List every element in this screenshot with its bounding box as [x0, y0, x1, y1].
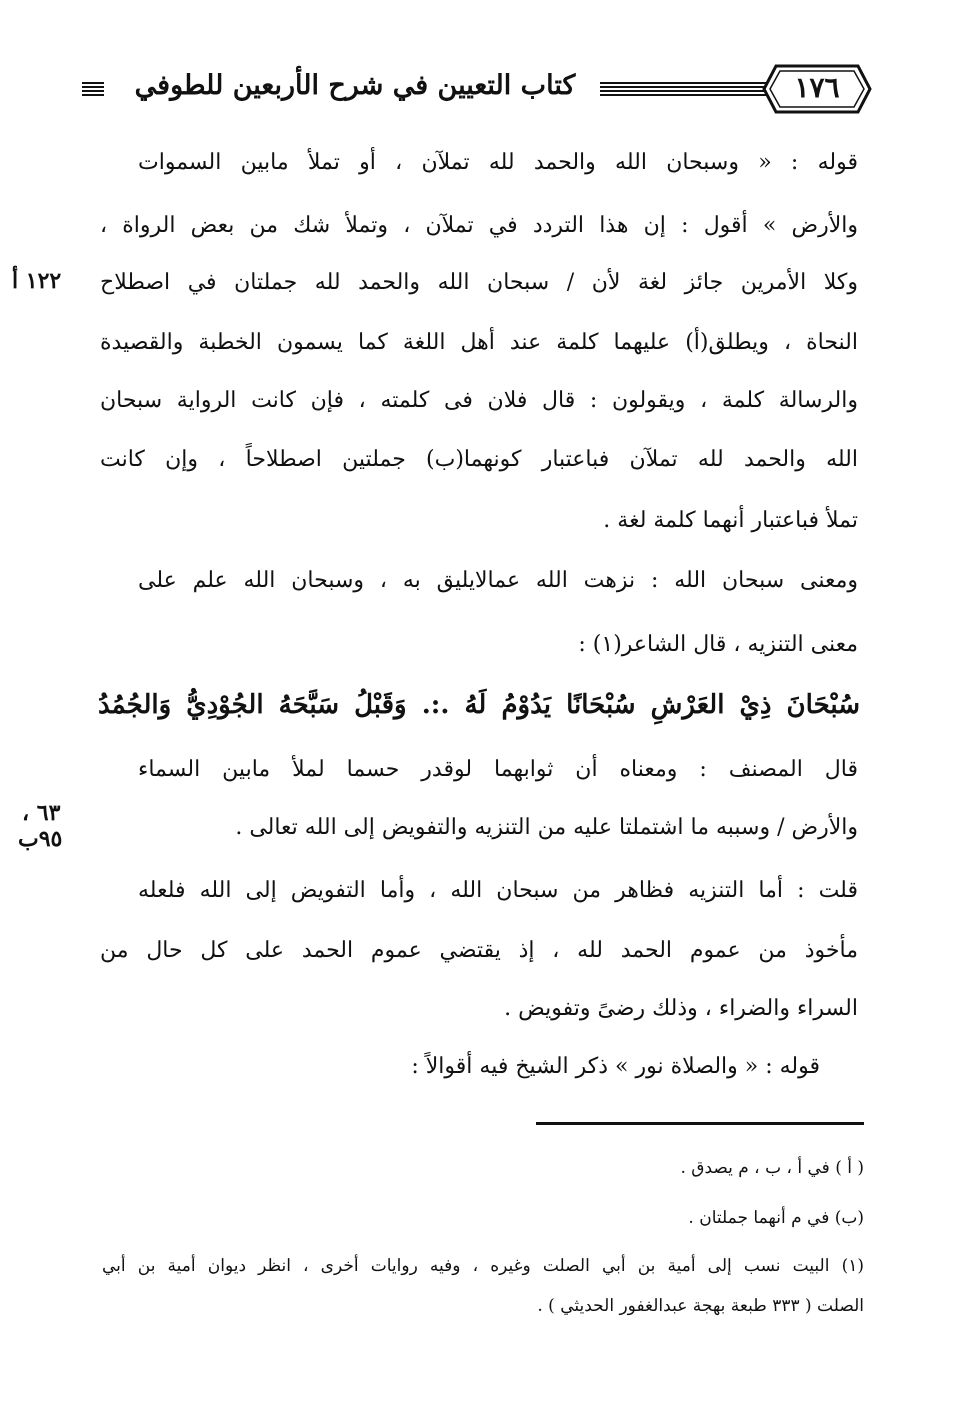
text-line: ومعنى سبحان الله : نزهت الله عمالايليق به ، وسبحان الله علم على: [138, 568, 858, 593]
footnote: ( أ ) في أ ، ب ، م يصدق .: [680, 1158, 864, 1178]
text-line: والأرض / وسببه ما اشتملتا عليه من التنزيه والتفويض إلى الله تعالى .: [235, 815, 858, 840]
text-line: معنى التنزيه ، قال الشاعر(١) :: [578, 632, 858, 657]
footnote: (١) البيت نسب إلى أمية بن أبي الصلت وغيره ، وفيه روايات أخرى ، انظر ديوان أمية بن أبي: [102, 1256, 864, 1276]
footnote: الصلت ( ٣٣٣ طبعة بهجة عبدالغفور الحديثي ) .: [537, 1296, 864, 1316]
margin-folio-marker: ٦٣ ،: [22, 800, 61, 826]
footnote-divider: [536, 1122, 864, 1125]
text-line: مأخوذ من عموم الحمد لله ، إذ يقتضي عموم الحمد على كل حال من: [100, 938, 858, 963]
text-line: السراء والضراء ، وذلك رضىً وتفويض .: [504, 996, 858, 1021]
poetry-verse: سُبْحَانَ ذِيْ العَرْشِ سُبْحَانًا يَدُوْمُ لَهُ .:. وَقَبْلُ سَبَّحَهُ الجُوْدِيُّ وَالجُمُدُ: [98, 690, 860, 720]
text-line: وكلا الأمرين جائز لغة لأن / سبحان الله والحمد لله جملتان في اصطلاح: [100, 270, 858, 295]
text-line: قوله : « وسبحان الله والحمد لله تملآن ، أو تملأ مابين السموات: [138, 150, 858, 175]
text-line: والرسالة كلمة ، ويقولون : قال فلان فى كلمته ، فإن كانت الرواية سبحان: [100, 388, 858, 413]
text-line: الله والحمد لله تملآن فباعتبار كونهما(ب) جملتين اصطلاحاً ، وإن كانت: [100, 447, 858, 472]
book-title: كتاب التعيين في شرح الأربعين للطوفي: [134, 70, 576, 101]
page-header: [82, 62, 872, 132]
header-ornament-left: [82, 82, 104, 98]
text-line: النحاة ، ويطلق(أ) عليهما كلمة عند أهل اللغة كما يسمون الخطبة والقصيدة: [100, 330, 858, 355]
margin-folio-marker: ٩٥ب: [18, 826, 63, 852]
page-number: ١٧٦: [794, 71, 840, 104]
header-ornament-right: [600, 82, 772, 98]
text-line: قلت : أما التنزيه فظاهر من سبحان الله ، وأما التفويض إلى الله فلعله: [138, 878, 858, 903]
text-line: تملأ فباعتبار أنهما كلمة لغة .: [603, 508, 858, 533]
footnote: (ب) في م أنهما جملتان .: [688, 1208, 864, 1228]
page-number-badge: [762, 63, 872, 115]
text-line: قال المصنف : ومعناه أن ثوابهما لوقدر حسما لملأ مابين السماء: [138, 757, 858, 782]
margin-folio-marker: ١٢٢ أ: [12, 268, 62, 294]
text-line: والأرض » أقول : إن هذا التردد في تملآن ، وتملأ شك من بعض الرواة ،: [100, 213, 858, 238]
text-line: قوله : « والصلاة نور » ذكر الشيخ فيه أقوالاً :: [411, 1054, 820, 1079]
